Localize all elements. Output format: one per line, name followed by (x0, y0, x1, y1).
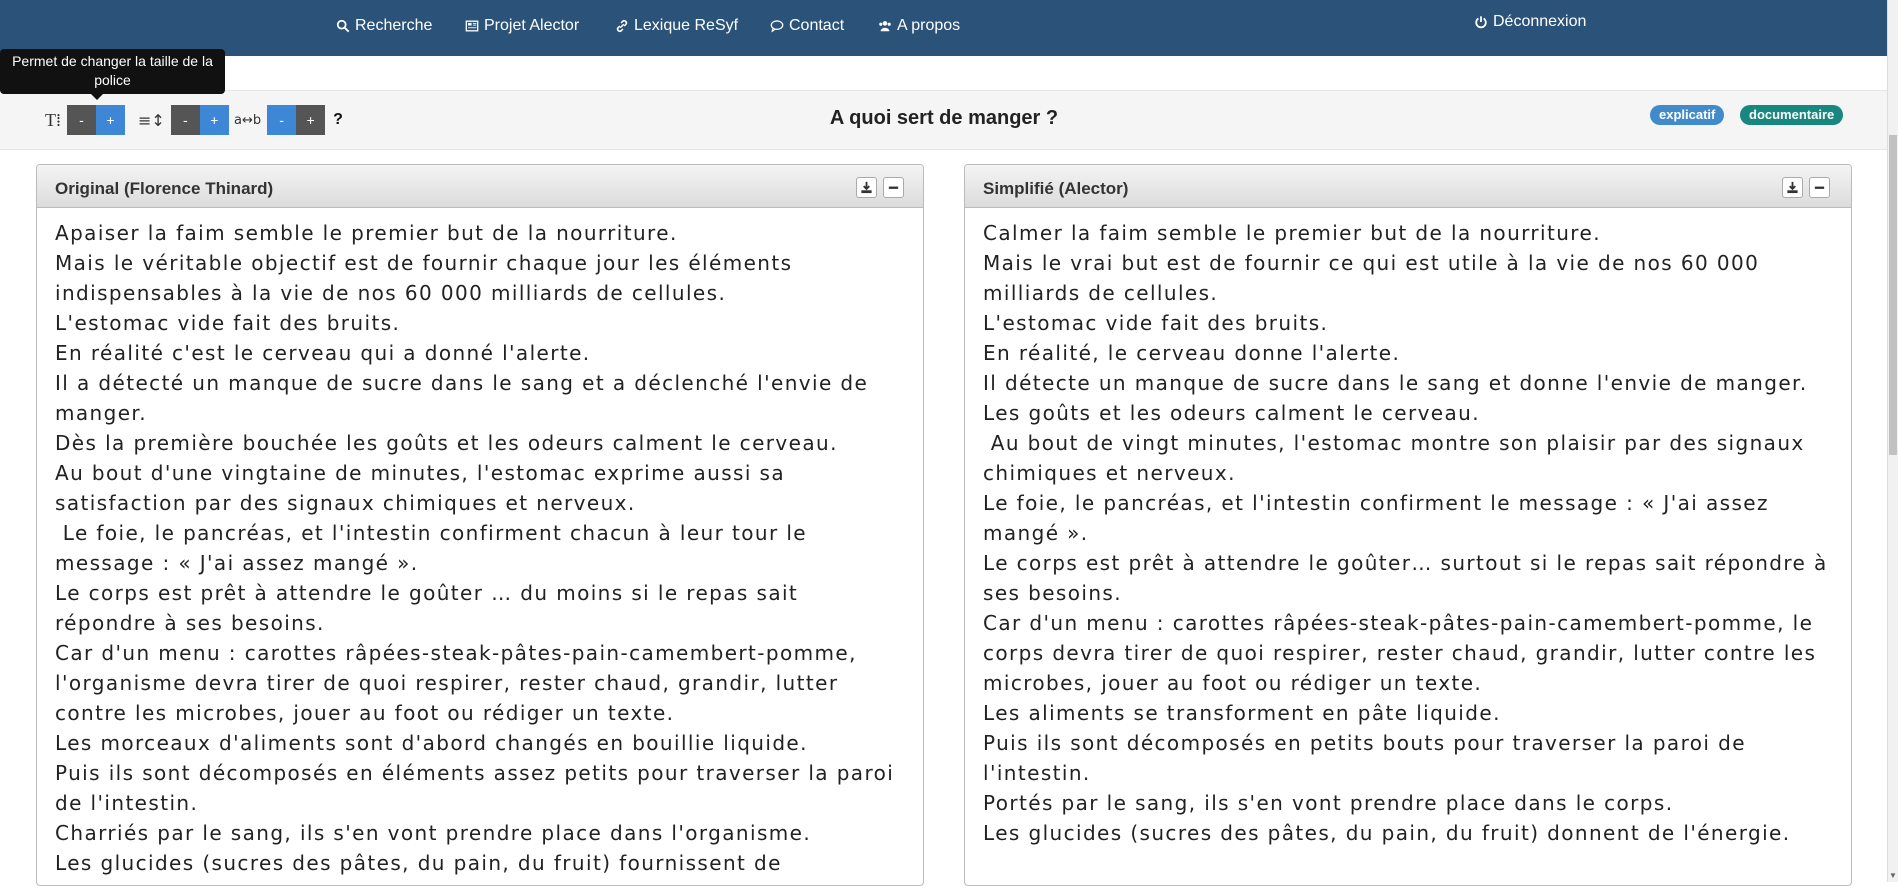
nav-label: Projet Alector (484, 17, 580, 34)
text-line: Les aliments se transforment en pâte liquide. (983, 701, 1501, 725)
download-button[interactable] (856, 177, 877, 198)
simplified-text (965, 208, 1851, 848)
text-line: Charriés par le sang, ils s'en vont prendre place dans l'organisme. (55, 821, 812, 845)
top-navbar (0, 0, 1888, 56)
panel-title: Simplifié (Alector) (983, 179, 1129, 198)
logout-label: Déconnexion (1493, 13, 1587, 30)
letter-spacing-increase-button[interactable]: + (296, 105, 325, 135)
collapse-button[interactable] (883, 177, 904, 198)
text-line: L'estomac vide fait des bruits. (983, 311, 1329, 335)
scrollbar-thumb[interactable] (1889, 135, 1897, 455)
nav-label: Lexique ReSyf (634, 17, 739, 34)
letter-spacing-icon: a↔b (234, 112, 262, 128)
line-spacing-decrease-button[interactable]: - (171, 105, 200, 135)
font-size-increase-button[interactable]: + (96, 105, 125, 135)
text-line: Puis ils sont décomposés en petits bouts pour traverser la paroi de l'intestin. (983, 731, 1754, 785)
nav-label: Contact (789, 17, 845, 34)
power-icon (1474, 15, 1488, 29)
text-line: Mais le vrai but est de fournir ce qui est utile à la vie de nos 60 000 milliards de cellules. (983, 251, 1767, 305)
text-line: Dès la première bouchée les goûts et les odeurs calment le cerveau. (55, 431, 838, 455)
text-line: Les morceaux d'aliments sont d'abord changés en bouillie liquide. (55, 731, 808, 755)
logout-link[interactable] (1474, 13, 1586, 31)
text-line: Les glucides (sucres des pâtes, du pain, du fruit) fournissent de (55, 851, 782, 875)
text-line: Le corps est prêt à attendre le goûter … du moins si le repas sait répondre à ses besoins. (55, 581, 806, 635)
text-line: Au bout de vingt minutes, l'estomac montre son plaisir par des signaux chimiques et nerveux. (983, 431, 1813, 485)
panel-title: Original (Florence Thinard) (55, 179, 274, 198)
panel-header (965, 165, 1851, 208)
line-spacing-icon: ≡↕ (138, 110, 165, 130)
nav-label: A propos (897, 17, 961, 34)
text-line: En réalité c'est le cerveau qui a donné l'alerte. (55, 341, 591, 365)
text-line: Le foie, le pancréas, et l'intestin confirment le message : « J'ai assez mangé ». (983, 491, 1777, 545)
page-scrollbar[interactable] (1887, 0, 1898, 882)
nav-contact[interactable] (770, 17, 844, 35)
link-icon (615, 19, 629, 33)
text-line: Les glucides (sucres des pâtes, du pain, du fruit) donnent de l'énergie. (983, 821, 1791, 845)
text-line: Le corps est prêt à attendre le goûter… surtout si le repas sait répondre à ses besoins. (983, 551, 1836, 605)
original-text (37, 208, 923, 878)
text-line: Puis ils sont décomposés en éléments assez petits pour traverser la paroi de l'intestin. (55, 761, 902, 815)
line-spacing-increase-button[interactable]: + (200, 105, 229, 135)
tag-badge: documentaire (1740, 105, 1843, 125)
help-button[interactable]: ? (333, 111, 343, 128)
download-icon (1786, 181, 1799, 194)
font-size-decrease-button[interactable]: - (67, 105, 96, 135)
font-size-icon: T⁞ (45, 109, 61, 130)
reading-toolbar (0, 90, 1888, 150)
text-line: Apaiser la faim semble le premier but de la nourriture. (55, 221, 678, 245)
newspaper-icon (465, 19, 479, 33)
download-icon (860, 181, 873, 194)
collapse-button[interactable] (1809, 177, 1830, 198)
nav-label: Recherche (355, 17, 433, 34)
text-line: Il détecte un manque de sucre dans le sang et donne l'envie de manger. (983, 371, 1808, 395)
nav-lexique-resyf[interactable] (615, 17, 738, 35)
tag-badge: explicatif (1650, 105, 1724, 125)
comment-icon (770, 19, 784, 33)
text-line: Calmer la faim semble le premier but de la nourriture. (983, 221, 1601, 245)
search-icon (336, 19, 350, 33)
download-button[interactable] (1782, 177, 1803, 198)
text-line: Le foie, le pancréas, et l'intestin confirment chacun à leur tour le message : « J'ai assez mangé ». (55, 521, 815, 575)
text-line: Mais le véritable objectif est de fournir chaque jour les éléments indispensables à la vie de nos 60 000 milliards de cellules. (55, 251, 801, 305)
text-line: Au bout d'une vingtaine de minutes, l'estomac exprime aussi sa satisfaction par des signaux chimiques et nerveux. (55, 461, 793, 515)
panel-header (37, 165, 923, 208)
text-line: L'estomac vide fait des bruits. (55, 311, 401, 335)
text-line: Il a détecté un manque de sucre dans le sang et a déclenché l'envie de manger. (55, 371, 876, 425)
nav-a-propos[interactable] (878, 17, 960, 35)
minus-icon (887, 181, 900, 194)
letter-spacing-decrease-button[interactable]: - (267, 105, 296, 135)
minus-icon (1813, 181, 1826, 194)
text-line: Portés par le sang, ils s'en vont prendre place dans le corps. (983, 791, 1674, 815)
document-title: A quoi sert de manger ? (829, 107, 1059, 129)
nav-projet-alector[interactable] (465, 17, 579, 35)
text-line: Les goûts et les odeurs calment le cerveau. (983, 401, 1480, 425)
simplified-text-panel (964, 164, 1852, 886)
scroll-down-icon[interactable]: ▼ (1889, 871, 1897, 880)
original-text-panel (36, 164, 924, 886)
users-icon (878, 19, 892, 33)
text-line: Car d'un menu : carottes râpées-steak-pâtes-pain-camembert-pomme, le corps devra tirer de quoi respirer, rester chaud, grandir, lutter contre les microbes, jouer au foot ou rédiger un texte. (983, 611, 1825, 695)
text-line: En réalité, le cerveau donne l'alerte. (983, 341, 1401, 365)
font-size-tooltip: Permet de changer la taille de la police (0, 49, 225, 94)
text-line: Car d'un menu : carottes râpées-steak-pâtes-pain-camembert-pomme, l'organisme devra tirer de quoi respirer, rester chaud, grandir, lutter contre les microbes, jouer au foot ou rédiger un texte. (55, 641, 865, 725)
nav-recherche[interactable] (336, 17, 432, 35)
